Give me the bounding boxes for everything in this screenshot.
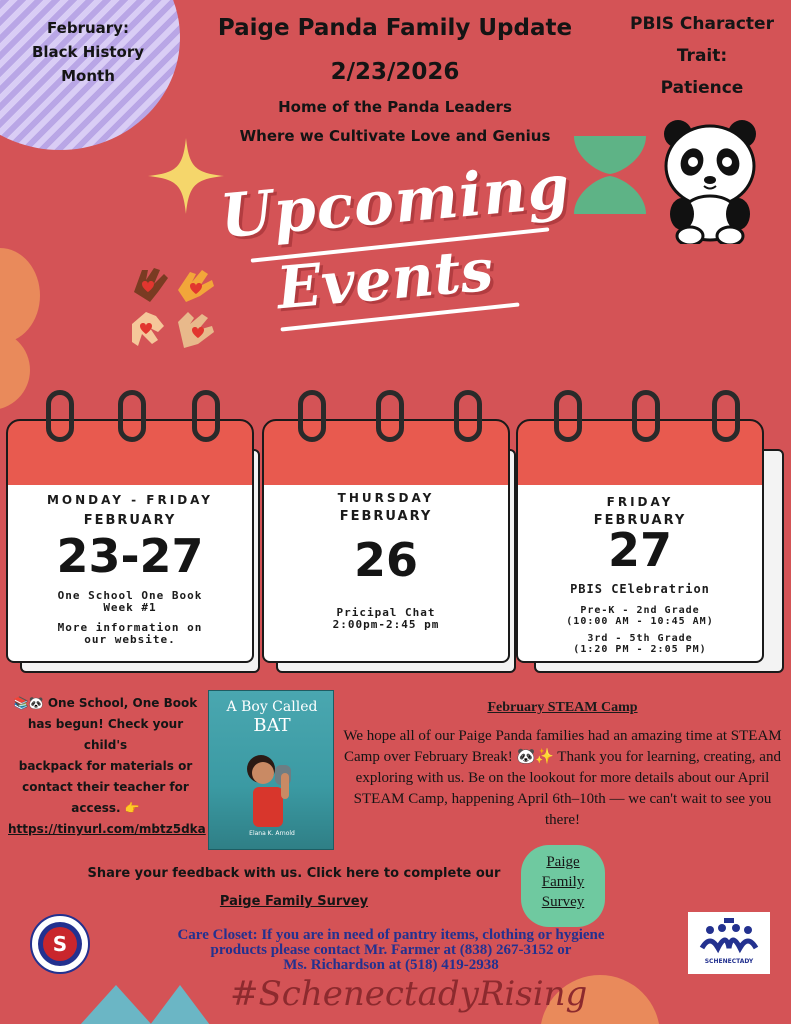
calendar-ring (712, 390, 740, 442)
book-title: BAT (253, 715, 291, 736)
survey-link[interactable]: Paige Family Survey (219, 894, 369, 909)
boy-illustration-icon (231, 743, 315, 827)
calendar-day: FRIDAY (606, 495, 674, 509)
survey-button[interactable]: Paige Family Survey (521, 845, 605, 927)
one-book-link[interactable]: https://tinyurl.com/mbtz5dka (8, 822, 206, 836)
calendar-ring (46, 390, 74, 442)
events-heading: Events (274, 235, 496, 323)
people-logo-icon (698, 918, 760, 956)
calendar-card-friday (512, 385, 774, 685)
calendar-event-title: PBIS CElebratrion (570, 582, 710, 596)
calendar-day: THURSDAY (337, 491, 435, 505)
steam-camp-body: We hope all of our Paige Panda families had an amazing time at STEAM Camp over February Break! 🐼✨ Thank you for learning, creating, and exploring with us. Be on the lookout for more details about our April STEAM Camp, happening April 6th–10th — we can't wait to see you there! (343, 728, 782, 828)
orange-blob-decoration (0, 248, 40, 343)
hashtag-footer: #SchenectadyRising (230, 974, 588, 1014)
panda-icon (660, 118, 760, 244)
calendar-month: FEBRUARY (339, 509, 433, 524)
heart-hands-icon (128, 262, 218, 354)
calendar-note: Pre-K - 2nd Grade (10:00 AM - 10:45 AM) 3rd - 5th Grade (1:20 PM - 2:05 PM) (566, 605, 714, 655)
triangle-decoration (150, 985, 210, 1024)
page-title: Paige Panda Family Update 2/23/2026 (217, 15, 573, 85)
one-book-announcement: 📚🐼 One School, One Book has begun! Check your child's backpack for materials or contact their teacher for access. 👉 https://tinyurl.com/mbtz5dka (8, 693, 203, 840)
book-cover-image (208, 690, 334, 850)
calendar-ring (376, 390, 404, 442)
calendar-ring (554, 390, 582, 442)
triangle-decoration (80, 985, 152, 1024)
calendar-month: FEBRUARY (83, 513, 177, 528)
steam-camp-title: February STEAM Camp (487, 700, 638, 715)
district-logo-text: SCHENECTADY (704, 958, 754, 965)
calendar-note: Pricipal Chat 2:00pm-2:45 pm (332, 606, 440, 631)
calendar-ring (454, 390, 482, 442)
calendar-day: MONDAY - FRIDAY (46, 493, 213, 507)
hourglass-shape-icon (574, 136, 646, 214)
star-icon (148, 138, 224, 214)
calendar-date: 27 (607, 523, 672, 577)
calendar-note: One School One Book Week #1 More information on our website. (57, 589, 203, 646)
calendar-ring (632, 390, 660, 442)
calendar-card-week (2, 385, 264, 685)
calendar-ring (298, 390, 326, 442)
svg-text:S: S (52, 932, 68, 956)
book-author: Elana K. Arnold (249, 830, 295, 837)
pbis-trait-label: PBIS Character Trait: Patience (630, 14, 774, 98)
calendar-ring (192, 390, 220, 442)
calendar-ring (118, 390, 146, 442)
care-closet-notice: Care Closet: If you are in need of pantry items, clothing or hygiene products please contact Mr. Farmer at (838) 267-3152 or Ms. Richardson at (518) 419-2938 (177, 927, 605, 973)
black-history-month-label: February: Black History Month (31, 19, 145, 85)
calendar-date: 23-27 (56, 529, 204, 583)
district-logo (688, 912, 770, 974)
school-district-seal-icon (30, 914, 90, 974)
calendar-card-thursday (258, 385, 520, 685)
page-subtitle: Home of the Panda Leaders Where we Cultivate Love and Genius (239, 98, 551, 145)
calendar-date: 26 (353, 533, 418, 587)
upcoming-heading: Upcoming (217, 151, 574, 253)
book-title: A Boy Called (226, 699, 318, 715)
feedback-prompt: Share your feedback with us. Click here to complete our Paige Family Survey (74, 860, 514, 916)
calendar-month: FEBRUARY (593, 513, 687, 528)
